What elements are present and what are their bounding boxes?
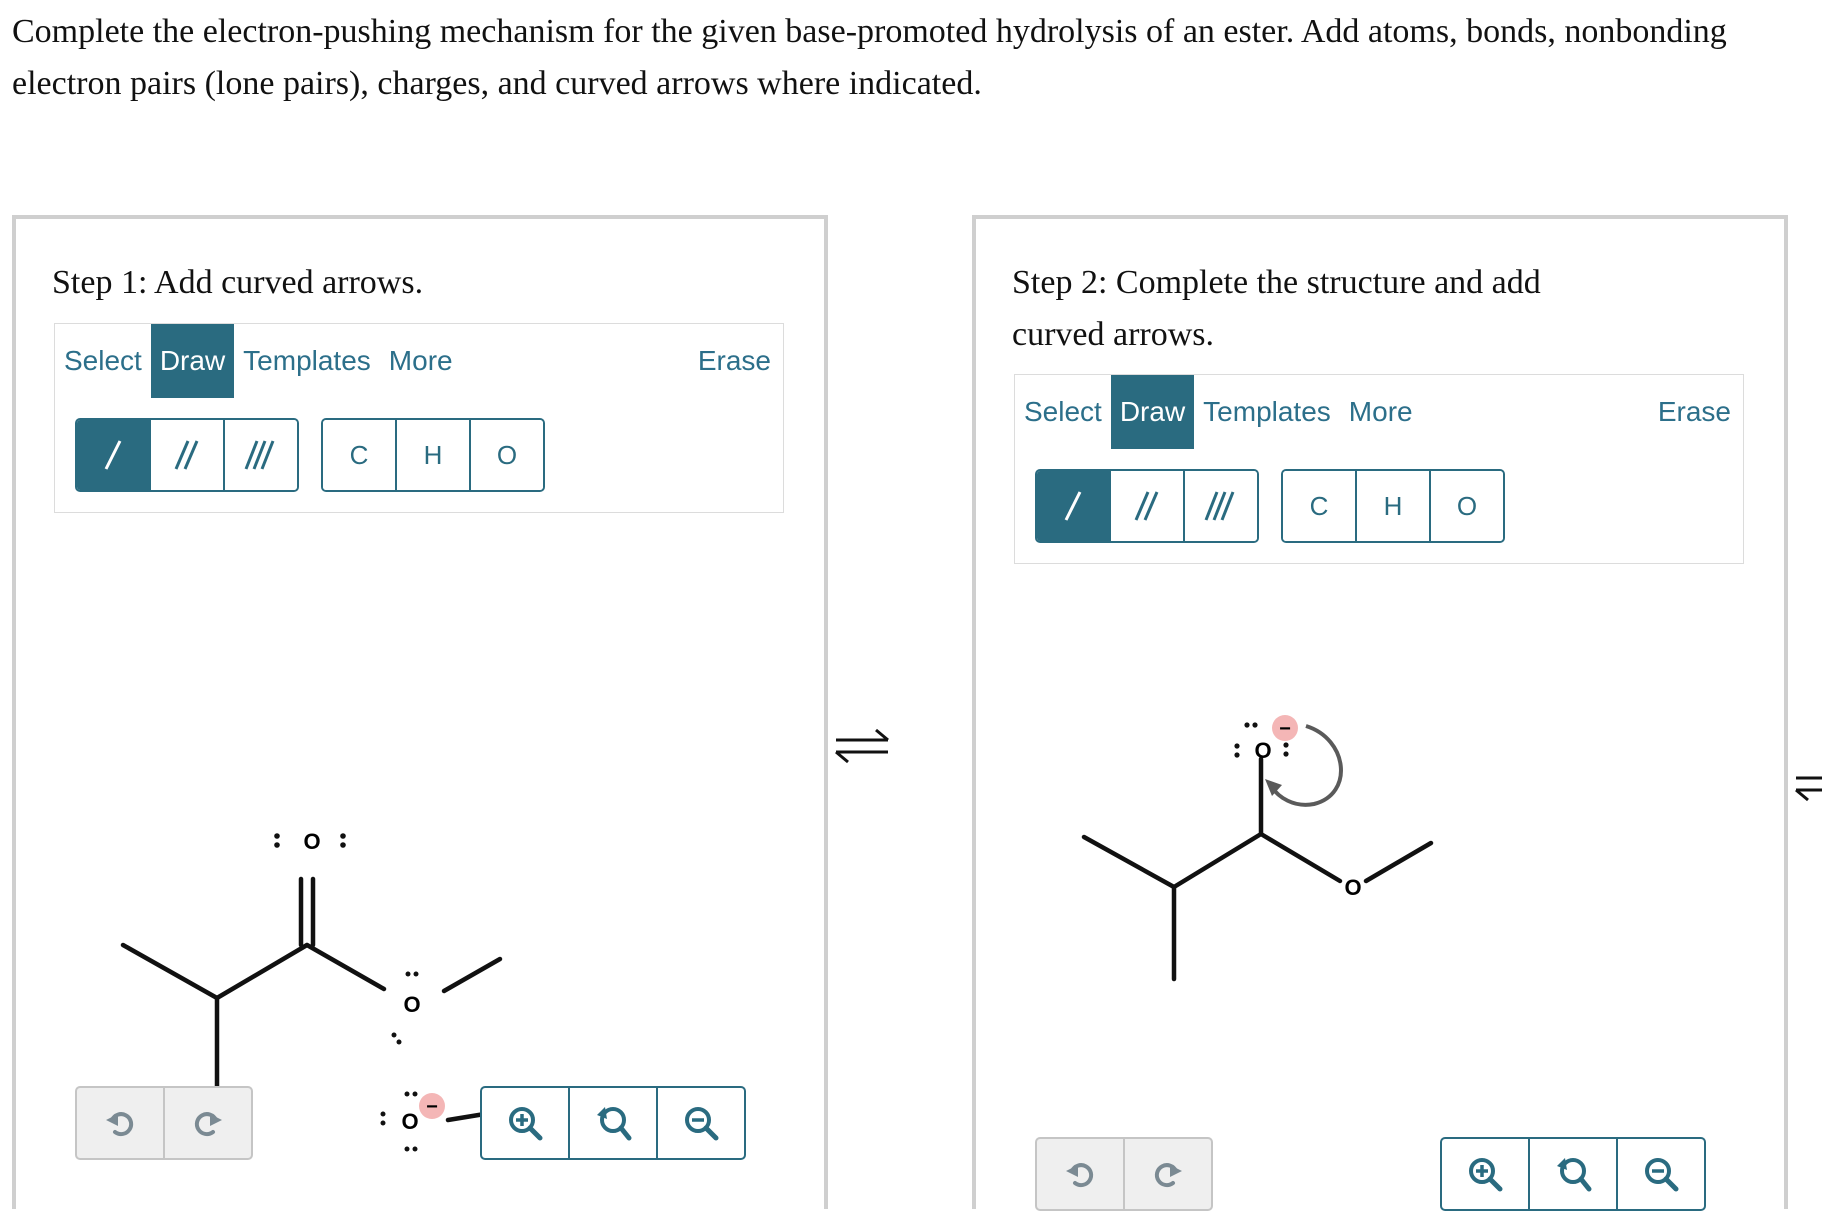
triple-bond-icon <box>1203 488 1239 524</box>
step2-zoom-controls <box>1440 1137 1706 1211</box>
zoom-out-icon <box>681 1103 721 1143</box>
step2-atom-h-button[interactable]: H <box>1357 471 1431 541</box>
step2-tabs <box>1015 375 1422 449</box>
step1-toolbar <box>54 323 784 399</box>
step1-zoom-in-button[interactable] <box>482 1088 570 1158</box>
step2-drawing-canvas[interactable] <box>976 629 1784 1149</box>
step1-redo-button[interactable] <box>165 1088 251 1158</box>
bond <box>1084 837 1174 887</box>
step1-tab-draw[interactable]: Draw <box>151 324 234 398</box>
step2-title <box>1012 257 1632 361</box>
lone-pairs <box>274 833 421 1151</box>
step1-tabs <box>55 324 462 398</box>
bond <box>217 945 307 998</box>
step1-tab-select[interactable]: Select <box>64 345 142 376</box>
bond <box>444 959 500 991</box>
step2-erase-button[interactable]: Erase <box>1657 396 1731 427</box>
undo-icon <box>1063 1157 1097 1191</box>
bond <box>1366 843 1431 881</box>
equilibrium-arrow-partial-icon <box>1790 760 1822 806</box>
single-bond-icon <box>1058 488 1088 524</box>
redo-icon <box>1151 1157 1185 1191</box>
step1-carbonyl-oxygen: O <box>303 829 321 854</box>
step2-tab-more[interactable]: More <box>1348 396 1413 427</box>
step1-zoom-out-button[interactable] <box>658 1088 744 1158</box>
step1-triple-bond-button[interactable] <box>225 420 297 490</box>
zoom-in-icon <box>1465 1154 1505 1194</box>
step2-redo-button[interactable] <box>1125 1139 1211 1209</box>
single-bond-icon <box>98 437 128 473</box>
step1-atom-h-button[interactable]: H <box>397 420 471 490</box>
step2-bond-buttons <box>1035 469 1259 543</box>
step1-title: Step 1: Add curved arrows. <box>52 264 424 301</box>
step1-history-controls <box>75 1086 253 1160</box>
step2-toolbar <box>1014 374 1744 450</box>
redo-icon <box>191 1106 225 1140</box>
step2-atom-o-button[interactable]: O <box>1431 471 1503 541</box>
zoom-out-icon <box>1641 1154 1681 1194</box>
double-bond-icon <box>172 437 202 473</box>
step1-tab-templates[interactable]: Templates <box>243 345 371 376</box>
step1-tab-more[interactable]: More <box>388 345 453 376</box>
step2-triple-bond-button[interactable] <box>1185 471 1257 541</box>
step2-zoom-out-button[interactable] <box>1618 1139 1704 1209</box>
step1-single-bond-button[interactable] <box>77 420 151 490</box>
step1-negative-charge: − <box>426 1096 438 1118</box>
step1-tools <box>54 398 784 513</box>
step2-history-controls <box>1035 1137 1213 1211</box>
step2-zoom-reset-button[interactable] <box>1530 1139 1618 1209</box>
step1-hydroxide-oxygen: O <box>401 1109 419 1134</box>
question-line-2: electron pairs (lone pairs), charges, and curved arrows where indicated. <box>12 65 982 102</box>
step1-ester-oxygen: O <box>403 992 421 1017</box>
bond <box>1174 834 1261 887</box>
step1-panel <box>12 215 828 1209</box>
step1-zoom-controls <box>480 1086 746 1160</box>
zoom-reset-icon <box>593 1103 633 1143</box>
bond <box>1261 834 1340 881</box>
bond <box>123 945 217 998</box>
step2-zoom-in-button[interactable] <box>1442 1139 1530 1209</box>
step1-double-bond-button[interactable] <box>151 420 225 490</box>
step2-negative-charge: − <box>1279 718 1291 740</box>
step1-zoom-reset-button[interactable] <box>570 1088 658 1158</box>
step2-tools <box>1014 449 1744 564</box>
step1-atom-buttons <box>321 418 545 492</box>
step2-tab-select[interactable]: Select <box>1024 396 1102 427</box>
step1-bond-buttons <box>75 418 299 492</box>
step2-alkoxide-oxygen: O <box>1254 738 1272 763</box>
step1-atom-c-button[interactable]: C <box>323 420 397 490</box>
step2-tab-draw[interactable]: Draw <box>1111 375 1194 449</box>
equilibrium-arrow-icon <box>830 722 894 768</box>
question-line-1: Complete the electron-pushing mechanism for the given base-promoted hydrolysis of an ester. Add atoms, bonds, nonbonding <box>12 13 1727 50</box>
undo-icon <box>103 1106 137 1140</box>
double-bond-icon <box>1132 488 1162 524</box>
step2-single-bond-button[interactable] <box>1037 471 1111 541</box>
zoom-reset-icon <box>1553 1154 1593 1194</box>
step1-atom-o-button[interactable]: O <box>471 420 543 490</box>
step2-tab-templates[interactable]: Templates <box>1203 396 1331 427</box>
step2-undo-button[interactable] <box>1037 1139 1125 1209</box>
step1-erase-button[interactable]: Erase <box>697 345 771 376</box>
step2-title-line-2: curved arrows. <box>1012 316 1215 353</box>
step2-double-bond-button[interactable] <box>1111 471 1185 541</box>
step1-undo-button[interactable] <box>77 1088 165 1158</box>
step2-title-line-1: Step 2: Complete the structure and add <box>1012 264 1541 301</box>
step2-atom-c-button[interactable]: C <box>1283 471 1357 541</box>
zoom-in-icon <box>505 1103 545 1143</box>
step2-ester-oxygen: O <box>1344 875 1362 900</box>
step2-panel <box>972 215 1788 1209</box>
question-text <box>12 6 1822 110</box>
bond <box>307 945 384 989</box>
step2-atom-buttons <box>1281 469 1505 543</box>
triple-bond-icon <box>243 437 279 473</box>
